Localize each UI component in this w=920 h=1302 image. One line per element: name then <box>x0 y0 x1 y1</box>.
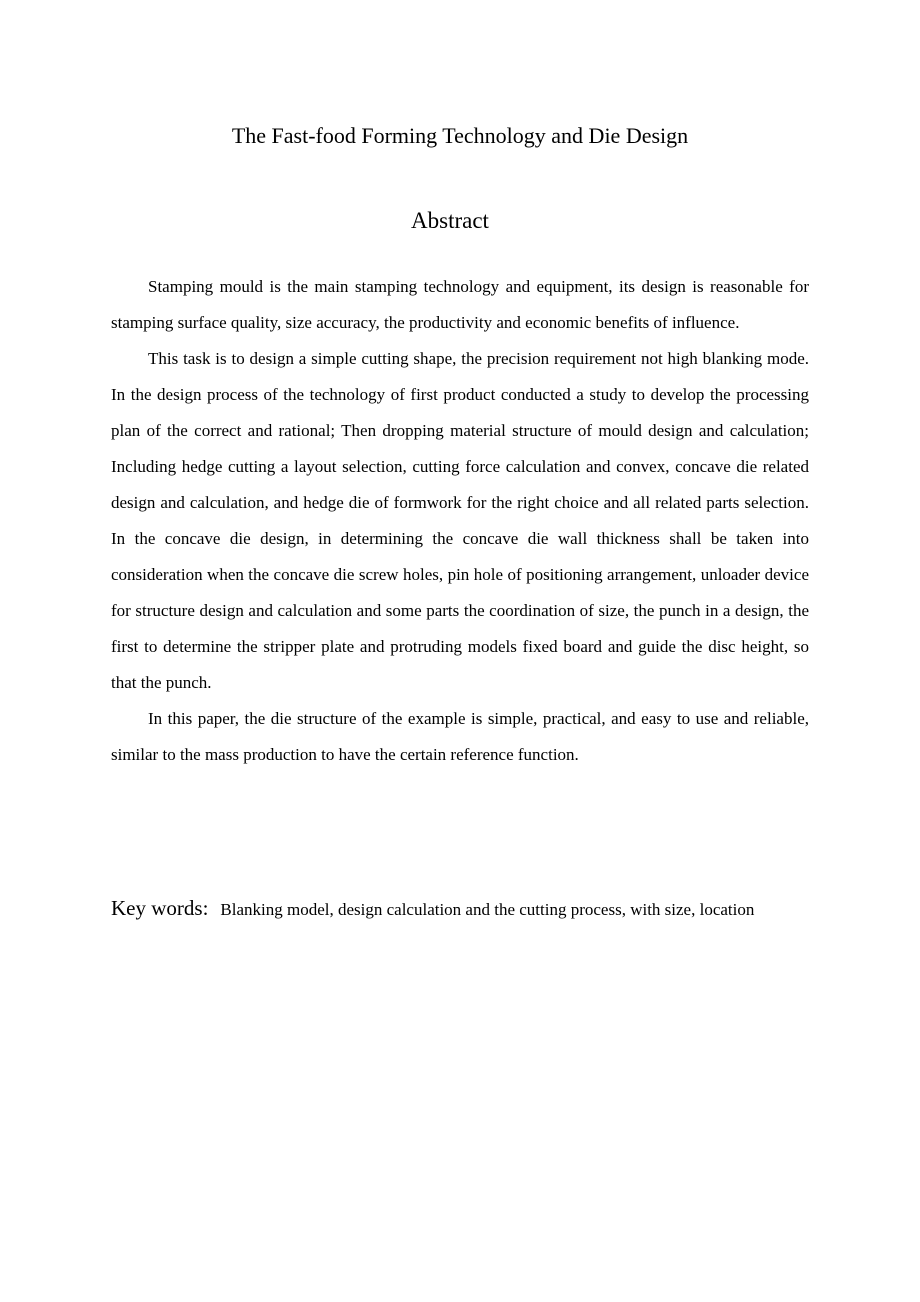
keywords-label: Key words: <box>111 896 209 920</box>
abstract-paragraph-1: Stamping mould is the main stamping technology and equipment, its design is reasonable for stamping surface quality, size accuracy, the productivity and economic benefits of influence. <box>111 277 809 332</box>
abstract-heading: Abstract <box>411 208 489 233</box>
document-title: The Fast-food Forming Technology and Die Design <box>231 123 689 148</box>
abstract-paragraph-3: In this paper, the die structure of the example is simple, practical, and easy to use and reliable, similar to the mass production to have the certain reference function. <box>111 709 809 764</box>
abstract-body <box>111 269 809 773</box>
keywords-text: Blanking model, design calculation and the cutting process, with size, location <box>220 900 755 919</box>
keywords-line <box>111 892 831 926</box>
abstract-paragraph-2: This task is to design a simple cutting shape, the precision requirement not high blanking mode. In the design process of the technology of first product conducted a study to develop the processing plan of the correct and rational; Then dropping material structure of mould design and calculation; Including hedge cutting a layout selection, cutting force calculation and convex, concave die related design and calculation, and hedge die of formwork for the right choice and all related parts selection. In the concave die design, in determining the concave die wall thickness shall be taken into consideration when the concave die screw holes, pin hole of positioning arrangement, unloader device for structure design and calculation and some parts the coordination of size, the punch in a design, the first to determine the stripper plate and protruding models fixed board and guide the disc height, so that the punch. <box>111 349 809 692</box>
